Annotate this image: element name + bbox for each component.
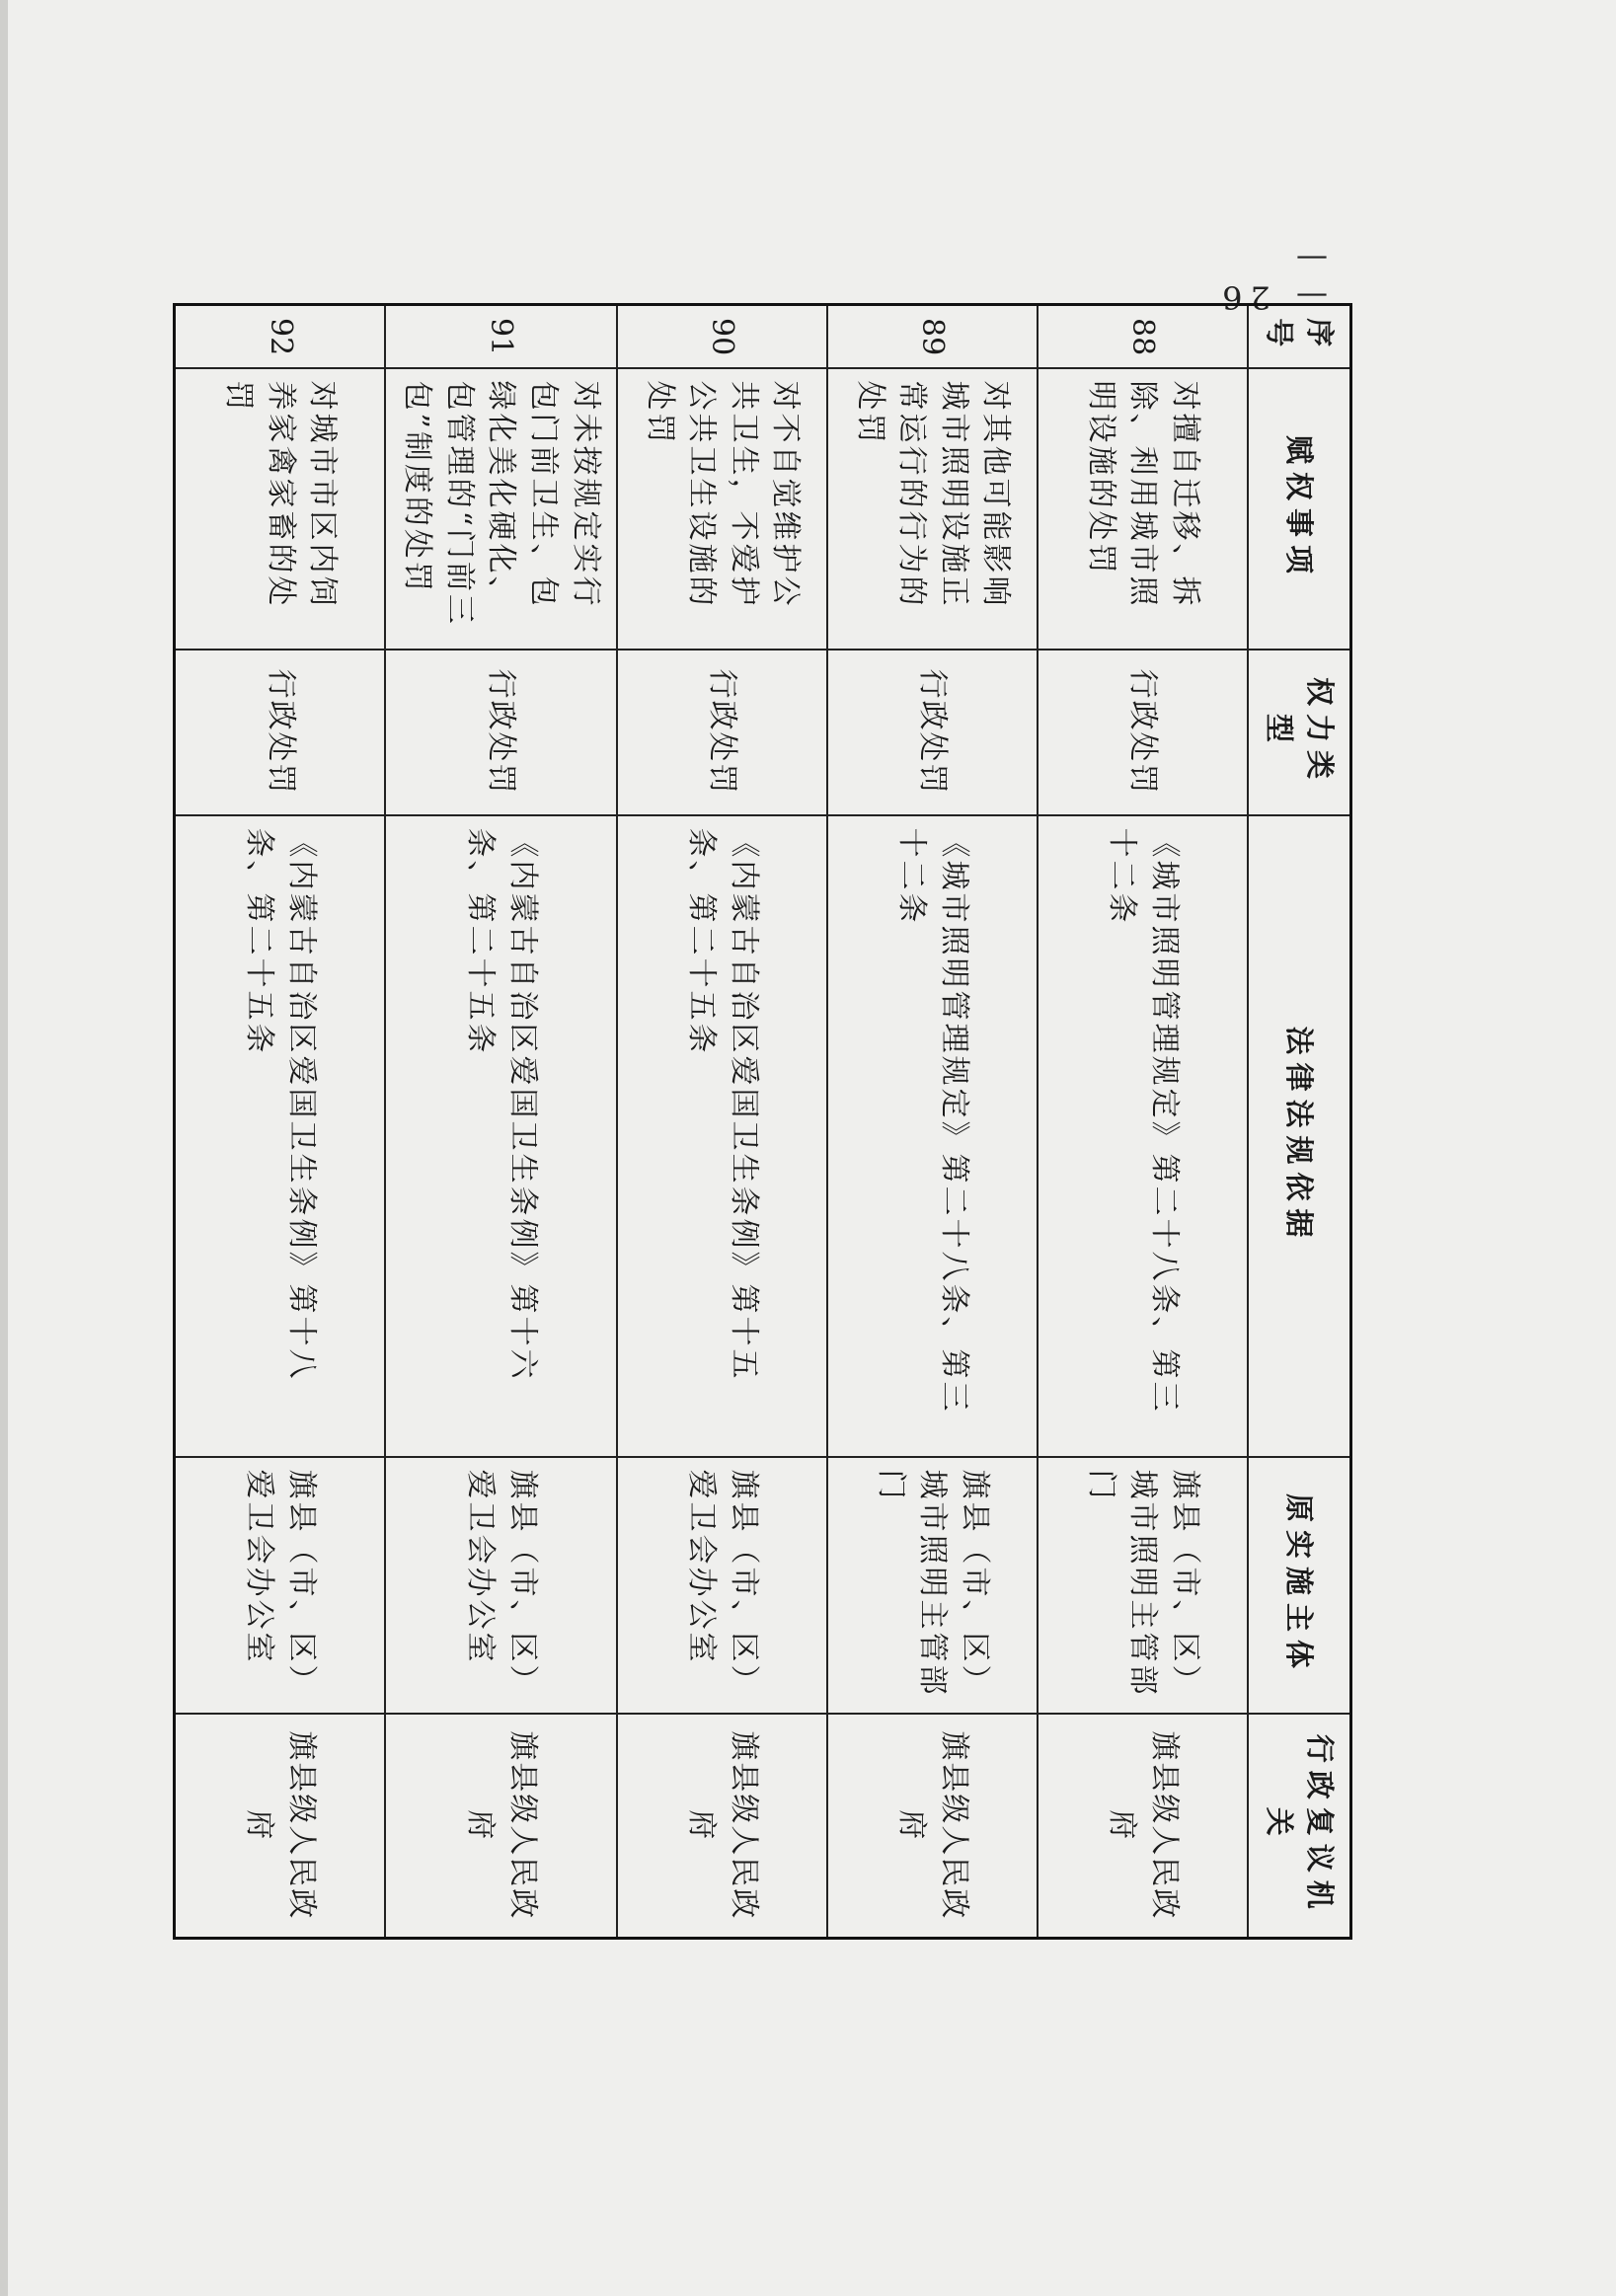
table-row — [1038, 305, 1248, 1939]
cell-original-subject: 旗县（市、区）城市照明主管部门 — [827, 1457, 1038, 1714]
cell-legal-basis: 《内蒙古自治区爱国卫生条例》第十八条、第二十五条 — [175, 815, 385, 1457]
table-row — [617, 305, 827, 1939]
cell-seq: 90 — [617, 305, 827, 368]
table-container — [221, 303, 1352, 1937]
cell-review-authority: 旗县级人民政府 — [1038, 1714, 1248, 1939]
cell-item: 对未按规定实行包门前卫生、包绿化美化硬化、包管理的“门前三包”制度的处罚 — [385, 368, 617, 650]
header-review-authority: 行政复议机关 — [1248, 1714, 1351, 1939]
cell-seq: 88 — [1038, 305, 1248, 368]
cell-item: 对城市市区内饲养家禽家畜的处罚 — [175, 368, 385, 650]
cell-power-type: 行政处罚 — [175, 650, 385, 815]
cell-original-subject: 旗县（市、区）爱卫会办公室 — [175, 1457, 385, 1714]
table-row — [175, 305, 385, 1939]
scan-edge-shadow — [0, 0, 8, 2296]
table-header-row — [1248, 305, 1351, 1939]
cell-power-type: 行政处罚 — [827, 650, 1038, 815]
cell-original-subject: 旗县（市、区）爱卫会办公室 — [385, 1457, 617, 1714]
cell-power-type: 行政处罚 — [385, 650, 617, 815]
cell-power-type: 行政处罚 — [617, 650, 827, 815]
cell-review-authority: 旗县级人民政府 — [617, 1714, 827, 1939]
header-power-type: 权力类型 — [1248, 650, 1351, 815]
cell-legal-basis: 《城市照明管理规定》第二十八条、第三十二条 — [1038, 815, 1248, 1457]
cell-original-subject: 旗县（市、区）城市照明主管部门 — [1038, 1457, 1248, 1714]
table-row — [827, 305, 1038, 1939]
cell-item: 对不自觉维护公共卫生，不爱护公共卫生设施的处罚 — [617, 368, 827, 650]
cell-review-authority: 旗县级人民政府 — [827, 1714, 1038, 1939]
cell-seq: 92 — [175, 305, 385, 368]
cell-item: 对擅自迁移、拆除、利用城市照明设施的处罚 — [1038, 368, 1248, 650]
cell-original-subject: 旗县（市、区）爱卫会办公室 — [617, 1457, 827, 1714]
header-seq: 序号 — [1248, 305, 1351, 368]
header-original-subject: 原实施主体 — [1248, 1457, 1351, 1714]
power-list-table — [173, 303, 1352, 1940]
cell-seq: 89 — [827, 305, 1038, 368]
cell-legal-basis: 《城市照明管理规定》第二十八条、第三十二条 — [827, 815, 1038, 1457]
cell-power-type: 行政处罚 — [1038, 650, 1248, 815]
cell-seq: 91 — [385, 305, 617, 368]
cell-review-authority: 旗县级人民政府 — [175, 1714, 385, 1939]
cell-legal-basis: 《内蒙古自治区爱国卫生条例》第十六条、第二十五条 — [385, 815, 617, 1457]
header-item: 赋权事项 — [1248, 368, 1351, 650]
header-legal-basis: 法律法规依据 — [1248, 815, 1351, 1457]
cell-item: 对其他可能影响城市照明设施正常运行的行为的处罚 — [827, 368, 1038, 650]
table-row — [385, 305, 617, 1939]
page-number: — 26 — — [1214, 241, 1328, 316]
cell-review-authority: 旗县级人民政府 — [385, 1714, 617, 1939]
cell-legal-basis: 《内蒙古自治区爱国卫生条例》第十五条、第二十五条 — [617, 815, 827, 1457]
